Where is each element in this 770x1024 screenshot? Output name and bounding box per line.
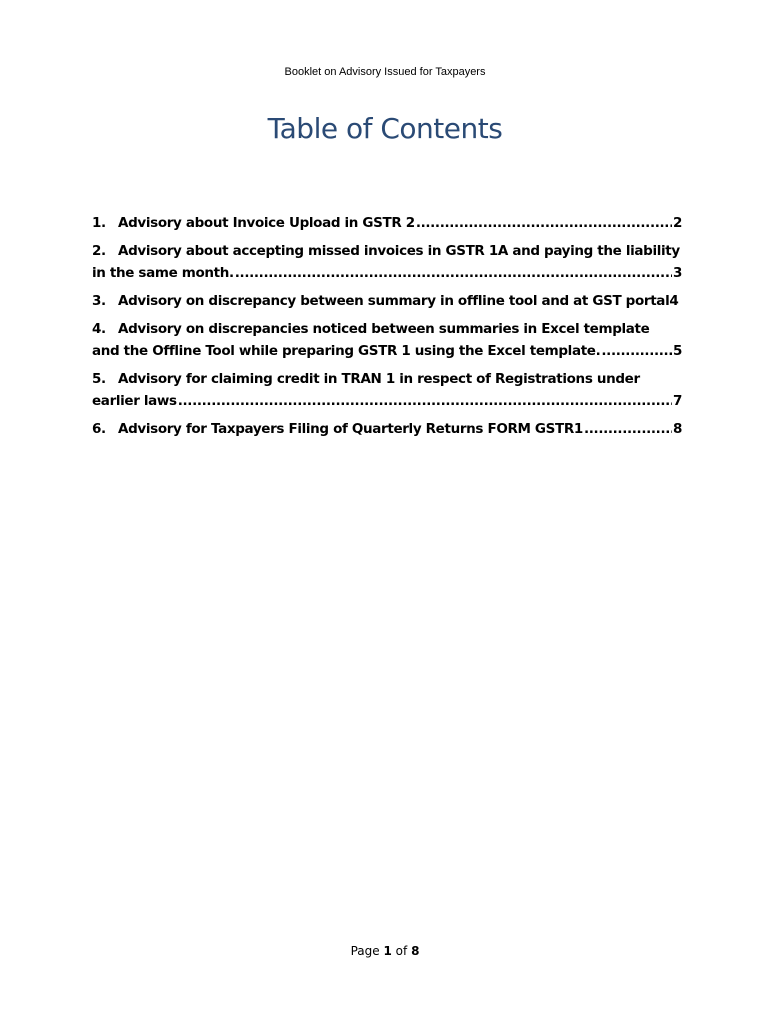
toc-entry-page: 3 <box>672 265 682 281</box>
toc-entry-number: 4. <box>92 321 106 337</box>
page-footer <box>0 944 770 958</box>
toc-entry-number: 1. <box>92 215 106 231</box>
page-header: Booklet on Advisory Issued for Taxpayers <box>284 66 486 78</box>
dot-leader <box>416 212 672 234</box>
dot-leader <box>235 262 672 284</box>
toc-entry-title: Advisory on discrepancy between summary in offline tool and at GST portal <box>118 293 670 309</box>
toc-entry-page: 8 <box>672 421 682 437</box>
toc-entry-title-continued: in the same month. <box>92 265 234 281</box>
current-page-number: 1 <box>383 944 392 958</box>
toc-entry-5[interactable] <box>92 368 682 412</box>
toc-entry-title-continued: and the Offline Tool while preparing GSTR 1 using the Excel template. <box>92 343 601 359</box>
toc-entry-page: 4 <box>669 293 679 309</box>
toc-entry-number: 3. <box>92 293 106 309</box>
toc-entry-number: 5. <box>92 371 106 387</box>
toc-entry-title: Advisory about accepting missed invoices in GSTR 1A and paying the liability <box>118 243 680 259</box>
toc-entry-page: 2 <box>672 215 682 231</box>
page-separator: of <box>395 944 408 958</box>
toc-entry-page: 7 <box>672 393 682 409</box>
dot-leader <box>601 340 672 362</box>
toc-entry-title-continued: earlier laws <box>92 393 177 409</box>
toc-entry-page: 5 <box>672 343 682 359</box>
toc-entry-title: Advisory for Taxpayers Filing of Quarterly Returns FORM GSTR1 <box>118 421 583 437</box>
toc-entry-title: Advisory about Invoice Upload in GSTR 2 <box>118 215 415 231</box>
toc-entry-2[interactable] <box>92 240 682 284</box>
page-label: Page <box>350 944 380 958</box>
toc-entry-3[interactable] <box>92 290 682 312</box>
toc-entry-number: 2. <box>92 243 106 259</box>
toc-entry-title: Advisory for claiming credit in TRAN 1 in respect of Registrations under <box>118 371 640 387</box>
total-pages-number: 8 <box>411 944 420 958</box>
dot-leader <box>584 418 672 440</box>
toc-entry-4[interactable] <box>92 318 682 362</box>
table-of-contents <box>92 212 682 446</box>
toc-entry-number: 6. <box>92 421 106 437</box>
toc-title: Table of Contents <box>267 112 503 145</box>
dot-leader <box>178 390 672 412</box>
toc-entry-6[interactable] <box>92 418 682 440</box>
toc-entry-title: Advisory on discrepancies noticed between summaries in Excel template <box>118 321 650 337</box>
toc-entry-1[interactable] <box>92 212 682 234</box>
